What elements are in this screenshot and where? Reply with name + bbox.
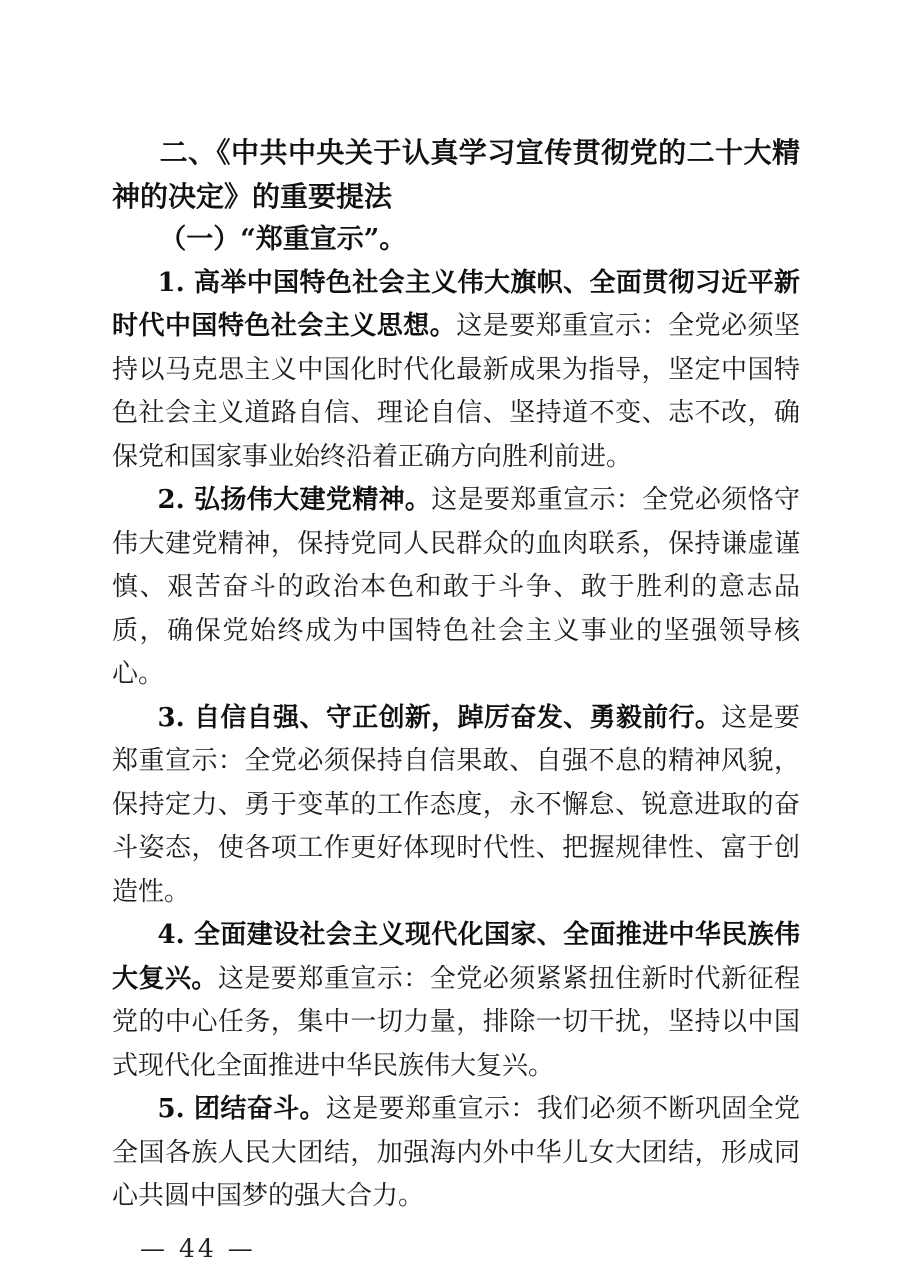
paragraph-item-5 (112, 1088, 800, 1219)
section-heading: 二、《中共中央关于认真学习宣传贯彻党的二十大精神的决定》的重要提法 (112, 136, 800, 213)
paragraph-item-3 (112, 697, 800, 915)
paragraph-item-1 (112, 262, 800, 480)
paragraph-body-2: 这是要郑重宣示：全党必须恪守伟大建党精神，保持党同人民群众的血肉联系，保持谦虚谨慎、艰苦奋斗的政治本色和敢于斗争、敢于胜利的意志品质，确保党始终成为中国特色社会主义事业的坚强领导核心。 (112, 485, 800, 689)
page-number: — 44 — (140, 1233, 256, 1263)
paragraph-body-3: 这是要郑重宣示：全党必须保持自信果敢、自强不息的精神风貌，保持定力、勇于变革的工作态度，永不懈怠、锐意进取的奋斗姿态，使各项工作更好体现时代性、把握规律性、富于创造性。 (112, 702, 800, 907)
paragraph-body-4: 这是要郑重宣示：全党必须紧紧扭住新时代新征程党的中心任务，集中一切力量，排除一切干扰，坚持以中国式现代化全面推进中华民族伟大复兴。 (112, 963, 800, 1081)
paragraph-item-2 (112, 479, 800, 697)
paragraph-lead-1: 1. 高举中国特色社会主义伟大旗帜、全面贯彻习近平新时代中国特色社会主义思想。 (112, 267, 800, 341)
paragraph-lead-3: 3. 自信自强、守正创新，踔厉奋发、勇毅前行。 (157, 702, 722, 733)
subsection-heading: （一）“郑重宣示”。 (159, 224, 407, 255)
paragraph-body-1: 这是要郑重宣示：全党必须坚持以马克思主义中国化时代化最新成果为指导，坚定中国特色社会主义道路自信、理论自信、坚持道不变、志不改，确保党和国家事业始终沿着正确方向胜利前进。 (112, 311, 800, 472)
paragraph-item-4 (112, 914, 800, 1088)
paragraph-lead-4: 4. 全面建设社会主义现代化国家、全面推进中华民族伟大复兴。 (112, 920, 800, 994)
paragraph-body-5: 这是要郑重宣示：我们必须不断巩固全党全国各族人民大团结，加强海内外中华儿女大团结，形成同心共圆中国梦的强大合力。 (112, 1094, 800, 1211)
paragraph-lead-2: 2. 弘扬伟大建党精神。 (157, 485, 432, 515)
paragraph-lead-5: 5. 团结奋斗。 (157, 1094, 326, 1124)
